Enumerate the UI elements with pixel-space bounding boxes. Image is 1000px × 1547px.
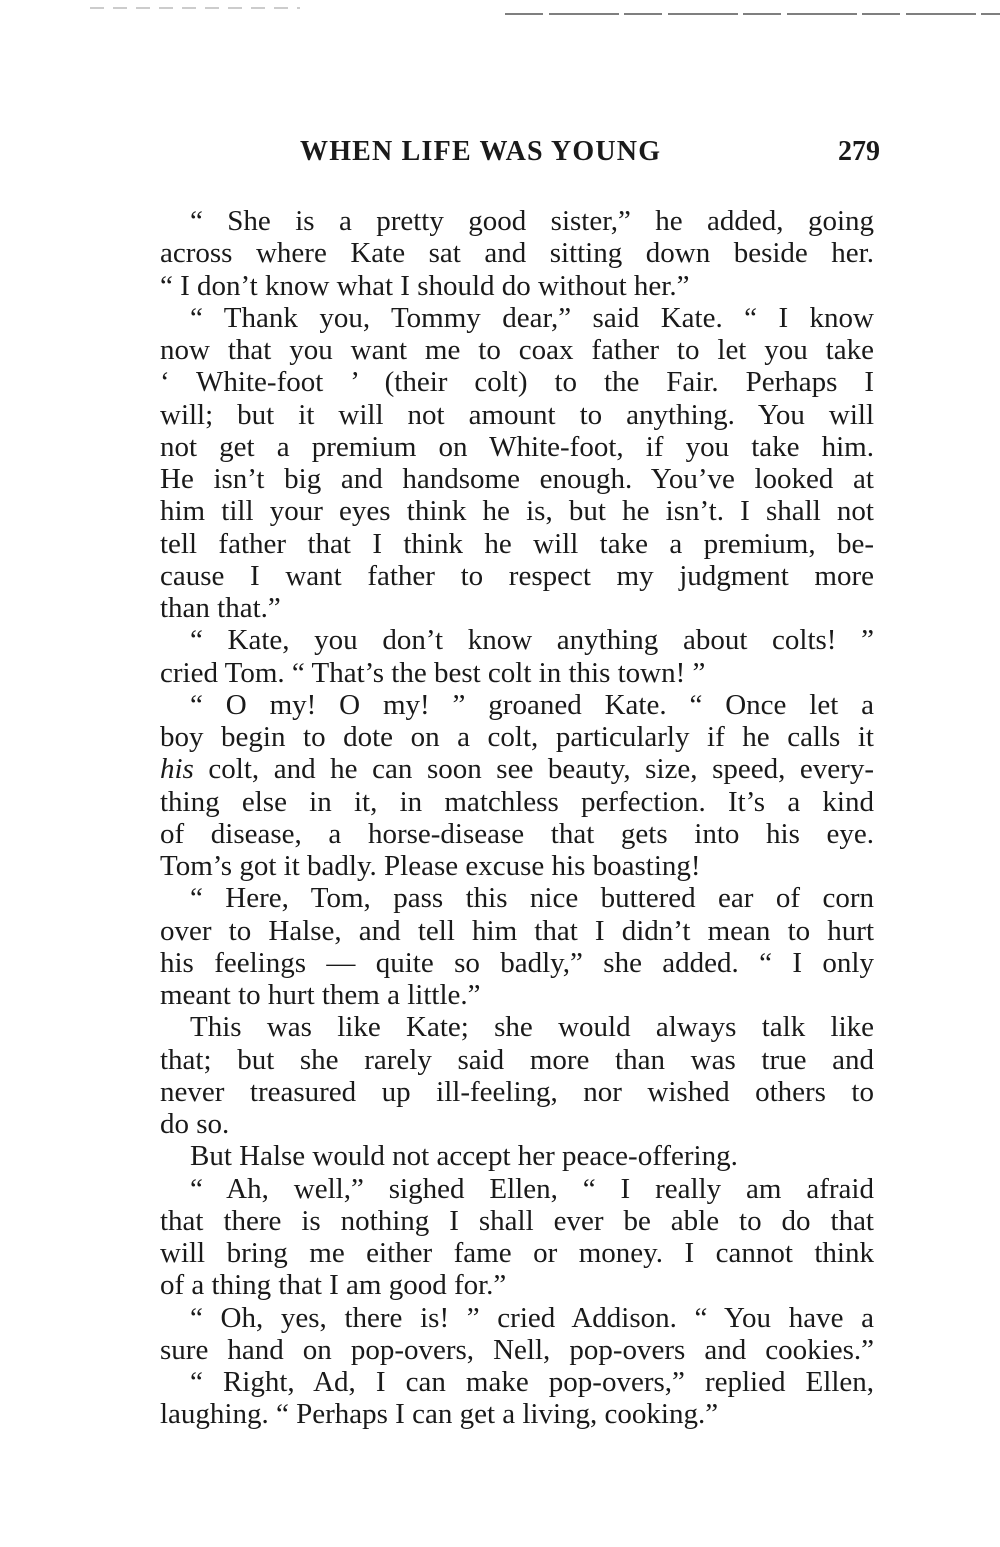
italic-word: his — [160, 753, 194, 786]
text-line: that; but she rarely said more than was true and — [160, 1043, 874, 1076]
text-line: “ Thank you, Tommy dear,” said Kate. “ I know — [190, 301, 874, 334]
text-line: not get a premium on White-foot, if you take him. — [160, 430, 874, 463]
text-line: “ I don’t know what I should do without her.” — [160, 269, 690, 302]
text-line: laughing. “ Perhaps I can get a living, cooking.” — [160, 1398, 719, 1431]
text-line: will bring me either fame or money. I cannot think — [160, 1237, 874, 1269]
text-line: across where Kate sat and sitting down beside her. — [160, 237, 874, 270]
text-line: “ Right, Ad, I can make pop-overs,” replied Ellen, — [190, 1366, 874, 1398]
text-line: that there is nothing I shall ever be able to do that — [160, 1204, 874, 1237]
text-line: will; but it will not amount to anything. You will — [160, 398, 874, 431]
running-head — [300, 136, 880, 172]
text-line: He isn’t big and handsome enough. You’ve looked at — [160, 463, 874, 495]
text-line: sure hand on pop-overs, Nell, pop-overs and cookies.” — [160, 1333, 874, 1366]
text-line: tell father that I think he will take a premium, be- — [160, 527, 874, 560]
text-line: now that you want me to coax father to let you take — [160, 334, 874, 366]
body-text — [160, 205, 874, 1431]
text-line: Tom’s got it badly. Please excuse his boasting! — [160, 850, 701, 882]
running-title: WHEN LIFE WAS YOUNG — [300, 136, 662, 167]
text-line: of a thing that I am good for.” — [160, 1269, 507, 1302]
page-number: 279 — [838, 136, 880, 167]
text-line — [160, 753, 874, 785]
text-line: over to Halse, and tell him that I didn’t mean to hurt — [160, 914, 874, 947]
text-line: him till your eyes think he is, but he isn’t. I shall not — [160, 495, 874, 528]
text-line: “ Kate, you don’t know anything about colts! ” — [190, 624, 874, 657]
text-line: But Halse would not accept her peace-offering. — [190, 1140, 738, 1173]
text-line: of disease, a horse-disease that gets into his eye. — [160, 817, 874, 850]
text-line: than that.” — [160, 592, 281, 624]
text-line: “ Here, Tom, pass this nice buttered ear of corn — [190, 882, 874, 915]
text-line: “ She is a pretty good sister,” he added, going — [190, 205, 874, 237]
scan-edge-rule — [0, 0, 1000, 22]
text-line: cried Tom. “ That’s the best colt in this town! ” — [160, 656, 706, 689]
text-line: boy begin to dote on a colt, particularly if he calls it — [160, 721, 874, 753]
text-line: never treasured up ill-feeling, nor wished others to — [160, 1075, 874, 1108]
text-line: his feelings — quite so badly,” she added. “ I only — [160, 946, 874, 979]
text-line: ‘ White-foot ’ (their colt) to the Fair. Perhaps I — [160, 366, 874, 399]
text-line: thing else in it, in matchless perfection. It’s a kind — [160, 785, 874, 818]
text-line: This was like Kate; she would always talk like — [190, 1011, 874, 1044]
text-line: meant to hurt them a little.” — [160, 979, 481, 1011]
text-line: do so. — [160, 1108, 230, 1140]
text-run: colt, and he can soon see beauty, size, speed, every- — [193, 753, 874, 786]
text-line: “ Oh, yes, there is! ” cried Addison. “ You have a — [190, 1301, 874, 1334]
text-line: “ Ah, well,” sighed Ellen, “ I really am afraid — [190, 1172, 874, 1205]
text-line: cause I want father to respect my judgment more — [160, 559, 874, 592]
text-line: “ O my! O my! ” groaned Kate. “ Once let a — [190, 688, 874, 721]
